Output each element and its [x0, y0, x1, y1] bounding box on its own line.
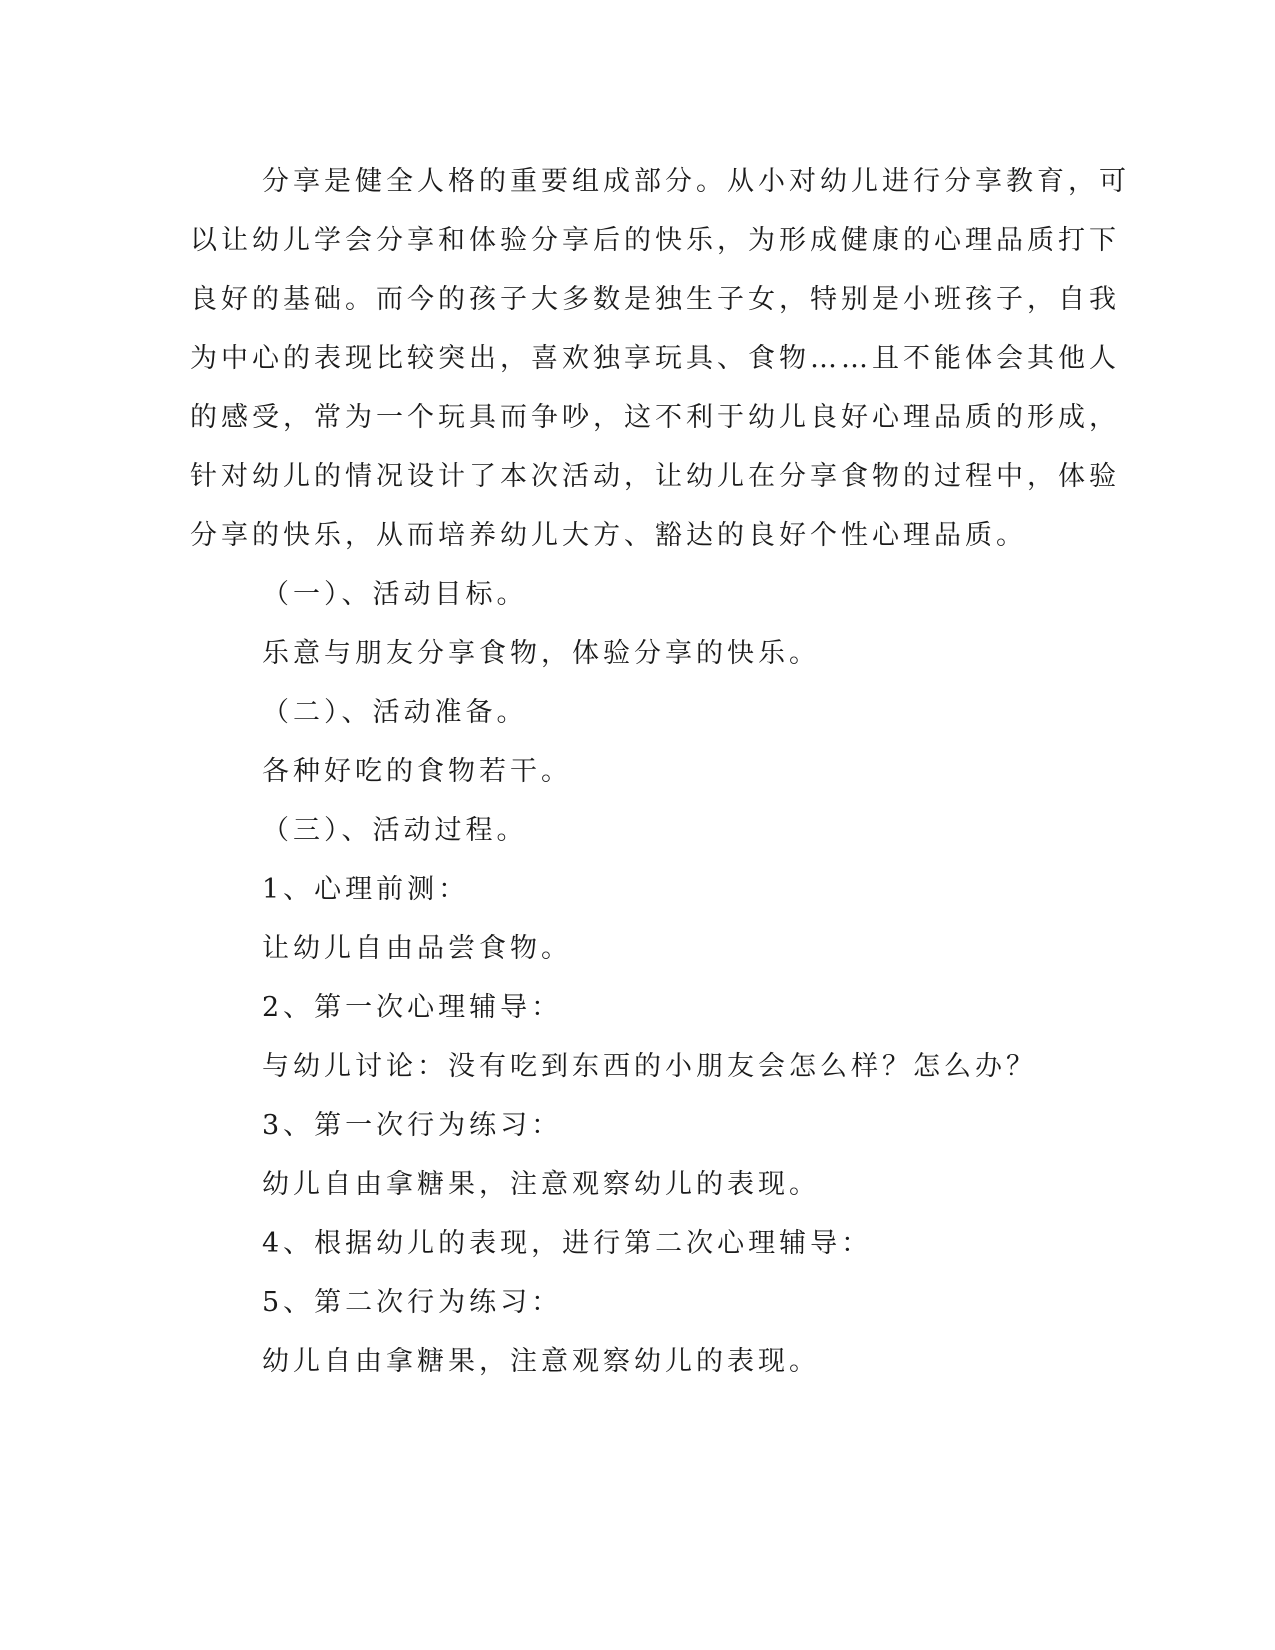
paragraph-preparation: 各种好吃的食物若干。 — [262, 756, 572, 787]
intro-line-4: 为中心的表现比较突出，喜欢独享玩具、食物……且不能体会其他人 — [190, 343, 1120, 374]
step-4-title: 4、根据幼儿的表现，进行第二次心理辅导： — [262, 1228, 873, 1259]
intro-line-7: 分享的快乐，从而培养幼儿大方、豁达的良好个性心理品质。 — [190, 520, 1027, 551]
step-5-title: 5、第二次行为练习： — [262, 1287, 563, 1318]
intro-line-3: 良好的基础。而今的孩子大多数是独生子女，特别是小班孩子，自我 — [190, 284, 1120, 315]
step-3-text: 幼儿自由拿糖果，注意观察幼儿的表现。 — [262, 1169, 820, 1200]
section-heading-goals: （一）、活动目标。 — [262, 579, 528, 610]
step-1-text: 让幼儿自由品尝食物。 — [262, 933, 572, 964]
paragraph-goals: 乐意与朋友分享食物，体验分享的快乐。 — [262, 638, 820, 669]
intro-line-6: 针对幼儿的情况设计了本次活动，让幼儿在分享食物的过程中，体验 — [190, 461, 1120, 492]
step-5-text: 幼儿自由拿糖果，注意观察幼儿的表现。 — [262, 1346, 820, 1377]
intro-line-1: 分享是健全人格的重要组成部分。从小对幼儿进行分享教育，可 — [262, 166, 1130, 197]
section-heading-process: （三）、活动过程。 — [262, 815, 528, 846]
step-3-title: 3、第一次行为练习： — [262, 1110, 563, 1141]
step-2-text: 与幼儿讨论：没有吃到东西的小朋友会怎么样？怎么办？ — [262, 1051, 1037, 1082]
step-2-title: 2、第一次心理辅导： — [262, 992, 563, 1023]
intro-line-2: 以让幼儿学会分享和体验分享后的快乐，为形成健康的心理品质打下 — [190, 225, 1120, 256]
step-1-title: 1、心理前测： — [262, 874, 470, 905]
section-heading-preparation: （二）、活动准备。 — [262, 697, 528, 728]
intro-line-5: 的感受，常为一个玩具而争吵，这不利于幼儿良好心理品质的形成， — [190, 402, 1120, 433]
